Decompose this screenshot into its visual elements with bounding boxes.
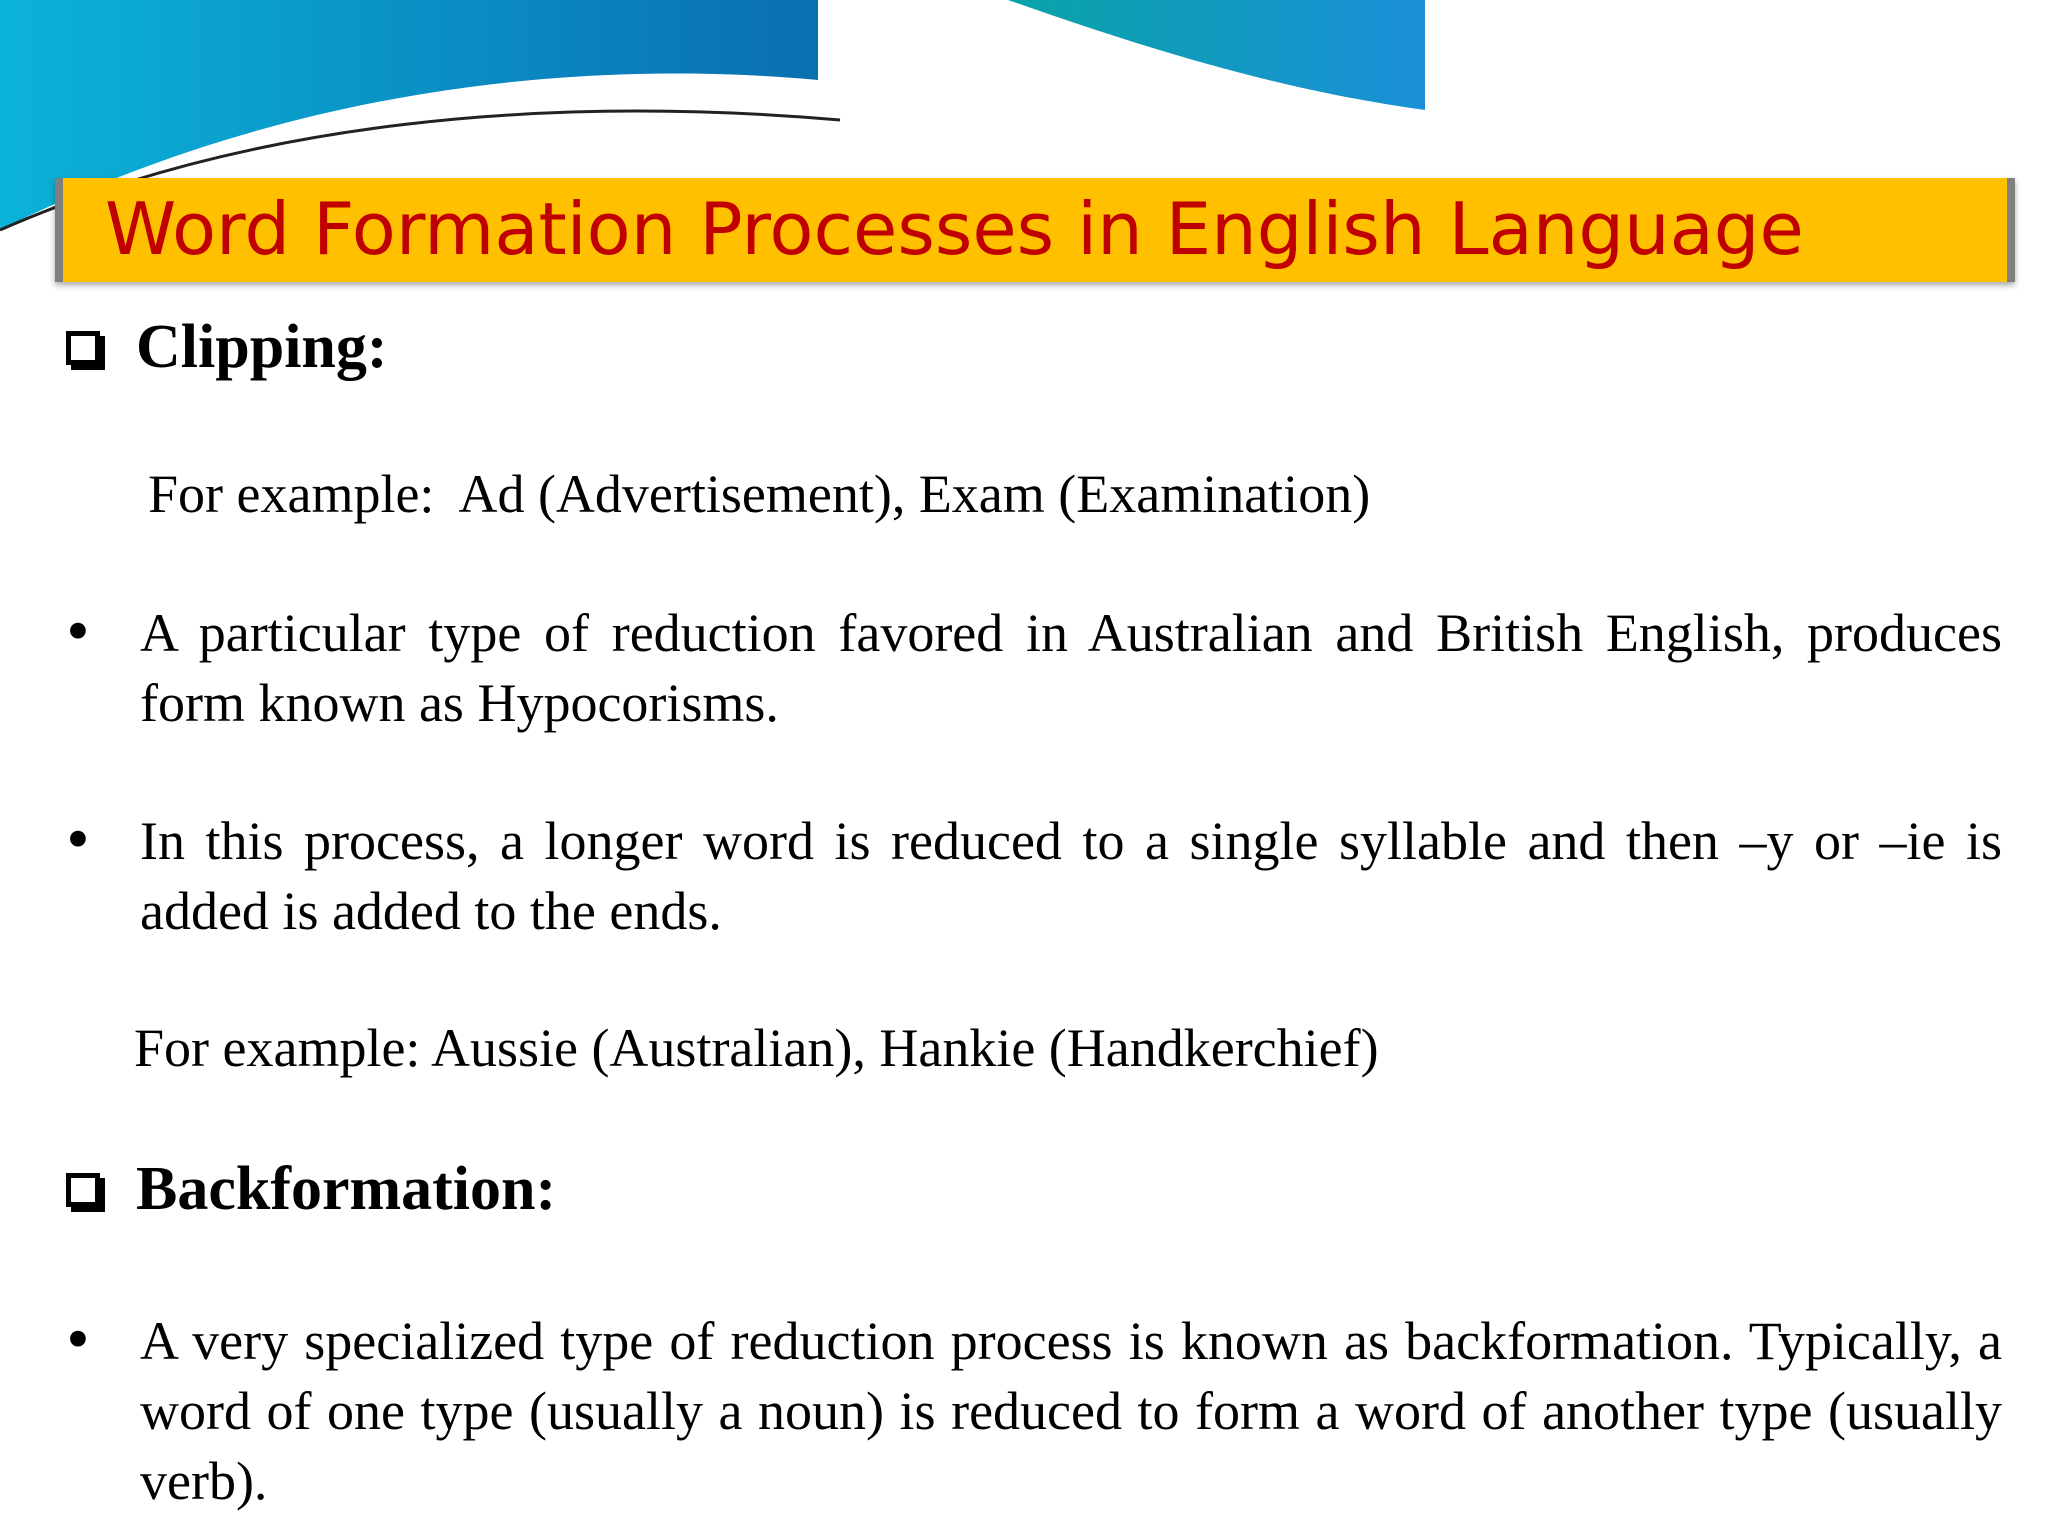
bullet-dot-icon: • <box>62 1309 94 1372</box>
bullet-text: A particular type of reduction favored in Australian and British English, produces form known as Hypocorisms. <box>140 603 2002 733</box>
bullet-dot-icon: • <box>62 809 94 872</box>
bullet-text: A very specialized type of reduction process is known as backformation. Typically, a word of one type (usually a noun) is reduced to form a word of another type (usually verb). <box>140 1311 2002 1511</box>
right-swoosh <box>1008 0 1425 110</box>
section-heading-clipping <box>66 312 388 382</box>
checkbox-bullet-icon <box>66 1173 100 1207</box>
example-text: For example: Ad (Advertisement), Exam (Examination) <box>148 464 1371 524</box>
bullet-text: In this process, a longer word is reduced to a single syllable and then –y or –ie is added is added to the ends. <box>140 811 2002 941</box>
section-title: Clipping: <box>136 312 388 381</box>
checkbox-bullet-icon <box>66 331 100 365</box>
bullet-dot-icon: • <box>62 601 94 664</box>
slide-title: Word Formation Processes in English Language <box>105 187 1804 271</box>
section-heading-backformation <box>66 1154 556 1224</box>
example-text: For example: Aussie (Australian), Hankie (Handkerchief) <box>134 1018 1379 1078</box>
title-bar <box>55 178 2015 282</box>
section-title: Backformation: <box>136 1154 557 1223</box>
